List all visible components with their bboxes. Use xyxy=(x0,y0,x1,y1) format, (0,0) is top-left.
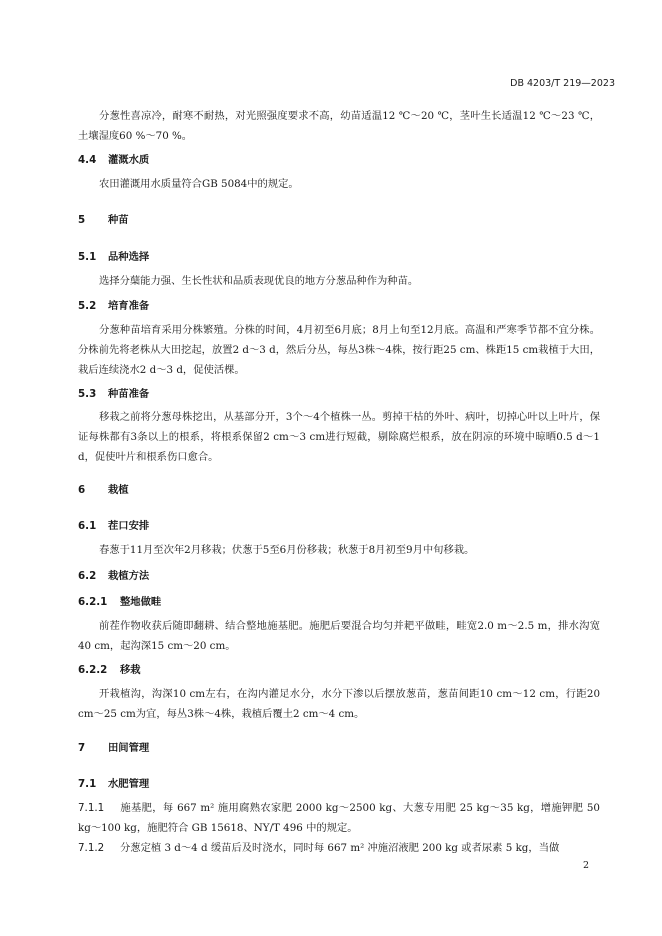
section-6-1-text: 春葱于11月至次年2月移栽；伏葱于5至6月份移栽；秋葱于8月初至9月中旬移栽。 xyxy=(99,544,475,556)
section-heading-6-1 xyxy=(78,518,149,534)
clause-7-1-2 xyxy=(78,838,600,858)
section-heading-6 xyxy=(78,482,129,498)
section-title: 整地做畦 xyxy=(120,596,162,608)
intro-paragraph: 分葱性喜凉冷，耐寒不耐热，对光照强度要求不高，幼苗适温12 ℃～20 ℃，茎叶生长适温12 ℃～23 ℃，土壤湿度60 %～70 %。 xyxy=(78,110,600,142)
section-5-3-text: 移栽之前将分葱母株挖出，从基部分开，3个～4个植株一丛。剪掉干枯的外叶、病叶，切掉心叶以上叶片，保证每株都有3条以上的根系，将根系保留2 cm～3 cm进行短截，剔除腐烂根系，放在阴凉的环境中晾晒0.5 d～1 d，促使叶片和根系伤口愈合。 xyxy=(78,411,600,463)
section-number: 5.3 xyxy=(78,388,97,400)
section-title: 水肥管理 xyxy=(108,778,150,790)
section-number: 6.2 xyxy=(78,570,97,582)
section-title: 田间管理 xyxy=(108,742,150,754)
section-title: 种苗 xyxy=(108,214,129,226)
section-heading-5-2 xyxy=(78,298,149,314)
clause-number: 7.1.2 xyxy=(78,842,105,854)
section-heading-5 xyxy=(78,212,129,228)
section-title: 茬口安排 xyxy=(108,520,150,532)
section-heading-6-2-1 xyxy=(78,594,161,610)
section-number: 6 xyxy=(78,484,86,496)
section-number: 6.2.1 xyxy=(78,596,108,608)
section-heading-6-2-2 xyxy=(78,662,141,678)
section-heading-6-2 xyxy=(78,568,149,584)
section-number: 4.4 xyxy=(78,154,97,166)
section-title: 品种选择 xyxy=(108,251,150,263)
section-number: 6.2.2 xyxy=(78,664,108,676)
section-5-2-text: 分葱种苗培育采用分株繁殖。分株的时间，4月初至6月底；8月上旬至12月底。高温和严寒季节都不宜分株。分株前先将老株从大田挖起，放置2 d～3 d，然后分丛，每丛3株～4株，按行距25 cm、株距15 cm栽植于大田，栽后连续浇水2 d～3 d，促使活棵。 xyxy=(78,324,600,376)
section-number: 5 xyxy=(78,214,86,226)
section-heading-7 xyxy=(78,740,149,756)
section-number: 7 xyxy=(78,742,86,754)
section-heading-4-4 xyxy=(78,152,149,168)
document-code: DB 4203/T 219—2023 xyxy=(510,78,615,89)
section-heading-7-1 xyxy=(78,776,149,792)
page-number: 2 xyxy=(582,860,589,871)
section-number: 7.1 xyxy=(78,778,97,790)
section-6-2-1-text: 前茬作物收获后随即翻耕、结合整地施基肥。施肥后要混合均匀并耙平做畦，畦宽2.0 m～2.5 m，排水沟宽40 cm，起沟深15 cm～20 cm。 xyxy=(78,620,600,652)
section-title: 栽植方法 xyxy=(108,570,150,582)
section-5-1-text: 选择分蘖能力强、生长性状和品质表现优良的地方分葱品种作为种苗。 xyxy=(99,275,419,287)
section-heading-5-3 xyxy=(78,386,149,402)
section-6-2-2-text: 开栽植沟，沟深10 cm左右，在沟内灌足水分，水分下渗以后摆放葱苗，葱苗间距10 cm～12 cm，行距20 cm～25 cm为宜，每丛3株～4株，栽植后覆土2 cm～4 cm。 xyxy=(78,688,600,720)
section-4-4-text: 农田灌溉用水质量符合GB 5084中的规定。 xyxy=(99,178,299,190)
section-title: 移栽 xyxy=(120,664,141,676)
section-number: 6.1 xyxy=(78,520,97,532)
section-title: 栽植 xyxy=(108,484,129,496)
section-number: 5.1 xyxy=(78,251,97,263)
section-title: 种苗准备 xyxy=(108,388,150,400)
section-number: 5.2 xyxy=(78,300,97,312)
clause-7-1-1 xyxy=(78,798,600,838)
section-title: 灌溉水质 xyxy=(108,154,150,166)
clause-number: 7.1.1 xyxy=(78,802,105,814)
clause-text: 分葱定植 3 d～4 d 缓苗后及时浇水，同时每 667 m² 冲施沼液肥 200 kg 或者尿素 5 kg，当做 xyxy=(120,842,560,854)
clause-text: 施基肥，每 667 m² 施用腐熟农家肥 2000 kg～2500 kg、大葱专用肥 25 kg～35 kg，增施钾肥 50 kg～100 kg，施肥符合 GB 15618、NY/T 496 中的规定。 xyxy=(78,802,600,834)
section-title: 培育准备 xyxy=(108,300,150,312)
section-heading-5-1 xyxy=(78,249,149,265)
